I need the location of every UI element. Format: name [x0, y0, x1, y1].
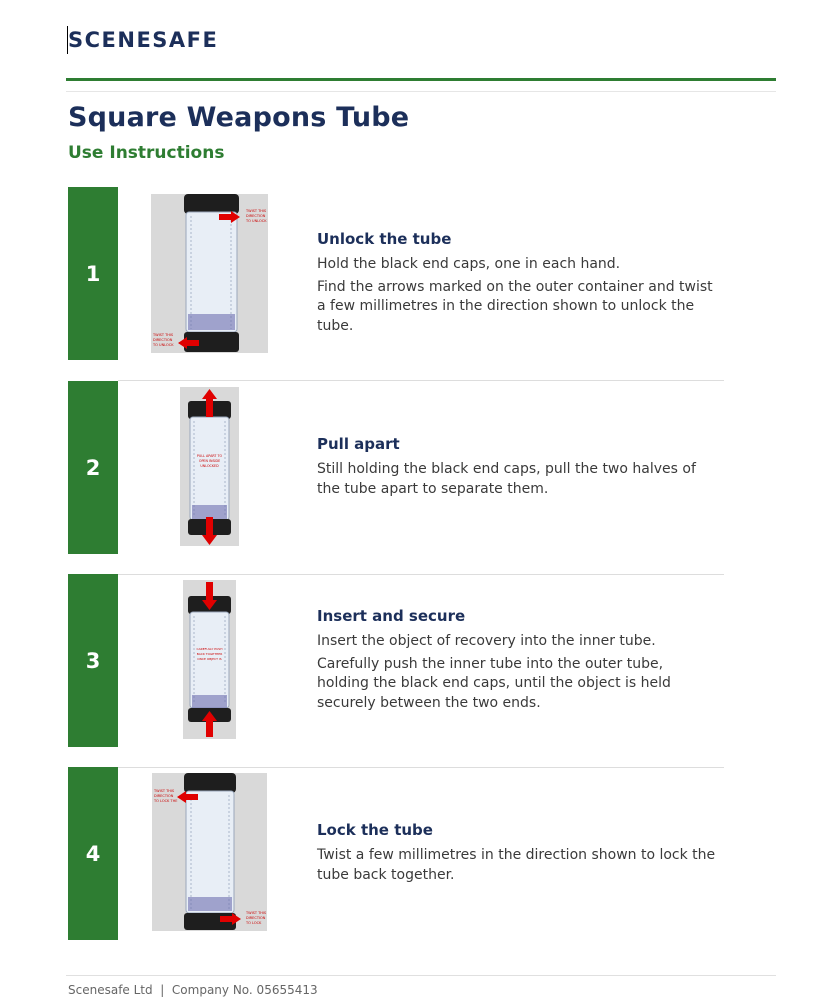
tube-twist-unlock-photo	[151, 194, 268, 353]
step-2	[68, 381, 724, 554]
step-heading: Pull apart	[317, 435, 400, 453]
footer-rule	[66, 975, 776, 976]
step-heading: Insert and secure	[317, 607, 466, 625]
step-instruction: Still holding the black end caps, pull the two halves of the tube apart to separate them.	[317, 461, 696, 497]
step-text	[317, 821, 717, 888]
step-1	[68, 187, 724, 360]
svg-text:DIRECTION: DIRECTION	[246, 214, 266, 218]
step-instruction: Twist a few millimetres in the direction shown to lock the tube back together.	[317, 847, 716, 883]
svg-text:TO UNLOCK: TO UNLOCK	[246, 219, 267, 223]
step-text	[317, 607, 717, 716]
step-heading: Lock the tube	[317, 821, 433, 839]
step-instruction: Find the arrows marked on the outer container and twist a few millimetres in the direction shown to unlock the tube.	[317, 278, 713, 334]
step-number-badge: 3	[68, 574, 118, 747]
step-instruction: Insert the object of recovery into the inner tube.	[317, 633, 656, 649]
svg-text:UNLOCKED: UNLOCKED	[200, 464, 219, 468]
step-heading: Unlock the tube	[317, 230, 452, 248]
svg-text:TWIST THIS: TWIST THIS	[153, 333, 174, 337]
svg-text:PULL APART TO: PULL APART TO	[196, 454, 223, 458]
tube-push-together-photo	[183, 580, 236, 739]
svg-text:TO LOCK THE: TO LOCK THE	[154, 799, 178, 803]
step-4	[68, 767, 724, 940]
step-text	[317, 230, 717, 339]
step-number-badge: 2	[68, 381, 118, 554]
svg-text:TWIST THIS: TWIST THIS	[246, 911, 267, 915]
svg-text:DIRECTION: DIRECTION	[154, 794, 174, 798]
svg-text:TO UNLOCK: TO UNLOCK	[153, 343, 174, 347]
svg-text:DIRECTION: DIRECTION	[246, 916, 266, 920]
svg-text:OPEN INSIDE: OPEN INSIDE	[198, 459, 221, 463]
footer-company-info: Scenesafe Ltd | Company No. 05655413	[68, 983, 318, 997]
tube-pull-apart-photo	[180, 387, 239, 546]
header-green-rule	[66, 78, 776, 81]
step-instruction: Hold the black end caps, one in each hand.	[317, 256, 621, 272]
tube-twist-lock-photo	[152, 773, 267, 931]
svg-text:CAREFULLY PUSH: CAREFULLY PUSH	[196, 647, 223, 651]
step-3	[68, 574, 724, 747]
page-title: Square Weapons Tube	[68, 102, 410, 133]
step-instruction: Carefully push the inner tube into the outer tube, holding the black end caps, until the object is held securely between the two ends.	[317, 655, 671, 711]
svg-text:BACK TOGETHER: BACK TOGETHER	[196, 652, 223, 656]
brand-logo-text: SCENESAFE	[68, 28, 219, 52]
step-text	[317, 435, 717, 502]
step-number-badge: 4	[68, 767, 118, 940]
svg-text:ONCE OBJECT IS: ONCE OBJECT IS	[197, 657, 222, 661]
svg-text:TWIST THIS: TWIST THIS	[246, 209, 267, 213]
svg-text:TWIST THIS: TWIST THIS	[154, 789, 175, 793]
svg-text:DIRECTION: DIRECTION	[153, 338, 173, 342]
svg-text:TO LOCK: TO LOCK	[246, 921, 262, 925]
page-subtitle: Use Instructions	[68, 143, 225, 163]
header-gray-rule	[66, 91, 776, 92]
step-number-badge: 1	[68, 187, 118, 360]
